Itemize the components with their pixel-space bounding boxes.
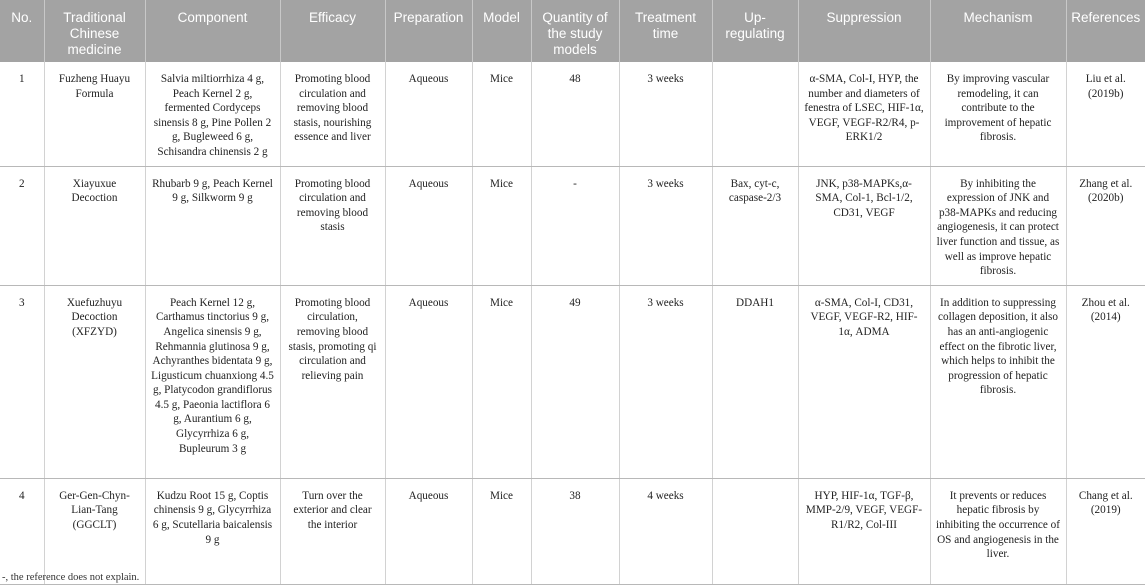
cell-mechanism: By improving vascular remodeling, it can contribute to the improvement of hepatic fibrosis. (930, 62, 1066, 166)
cell-model: Mice (472, 285, 531, 478)
cell-preparation: Aqueous (385, 166, 472, 285)
cell-quantity: 48 (531, 62, 619, 166)
cell-preparation: Aqueous (385, 62, 472, 166)
cell-up-regulating: Bax, cyt-c, caspase-2/3 (712, 166, 798, 285)
table-row (0, 62, 1145, 166)
cell-efficacy: Promoting blood circulation and removing blood stasis, nourishing essence and liver (280, 62, 385, 166)
cell-model: Mice (472, 166, 531, 285)
cell-quantity: 49 (531, 285, 619, 478)
cell-quantity: 38 (531, 478, 619, 584)
cell-mechanism: In addition to suppressing collagen deposition, it also has an anti-angiogenic effect on the fibrotic liver, which helps to inhibit the progression of hepatic fibrosis. (930, 285, 1066, 478)
header-efficacy: Efficacy (280, 0, 385, 62)
header-mechanism: Mechanism (930, 0, 1066, 62)
cell-component: Peach Kernel 12 g, Carthamus tinctorius 9 g, Angelica sinensis 9 g, Rehmannia glutinosa 9 g, Achyranthes bidentata 9 g, Ligusticum chuanxiong 4.5 g, Platycodon grandiflorus 4.5 g, Paeonia lactiflora 6 g, Aurantium 6 g, Glycyrrhiza 6 g, Bupleurum 3 g (145, 285, 280, 478)
cell-medicine: Ger-Gen-Chyn-Lian-Tang (GGCLT) (44, 478, 145, 584)
cell-model: Mice (472, 478, 531, 584)
cell-reference: Chang et al. (2019) (1066, 478, 1145, 584)
header-up-regulating: Up-regulating (712, 0, 798, 62)
header-quantity: Quantity of the study models (531, 0, 619, 62)
cell-efficacy: Promoting blood circulation and removing blood stasis (280, 166, 385, 285)
cell-medicine: Fuzheng Huayu Formula (44, 62, 145, 166)
cell-no: 2 (0, 166, 44, 285)
cell-model: Mice (472, 62, 531, 166)
cell-treatment-time: 3 weeks (619, 166, 712, 285)
cell-medicine: Xiayuxue Decoction (44, 166, 145, 285)
table-row (0, 166, 1145, 285)
cell-preparation: Aqueous (385, 285, 472, 478)
cell-up-regulating: DDAH1 (712, 285, 798, 478)
cell-up-regulating (712, 478, 798, 584)
table-row (0, 478, 1145, 584)
cell-treatment-time: 4 weeks (619, 478, 712, 584)
cell-no: 3 (0, 285, 44, 478)
cell-suppression: JNK, p38-MAPKs,α-SMA, Col-1, Bcl-1/2, CD31, VEGF (798, 166, 930, 285)
header-component: Component (145, 0, 280, 62)
header-model: Model (472, 0, 531, 62)
header-preparation: Preparation (385, 0, 472, 62)
cell-suppression: α-SMA, Col-I, HYP, the number and diameters of fenestra of LSEC, HIF-1α, VEGF, VEGF-R2/R4, p-ERK1/2 (798, 62, 930, 166)
cell-mechanism: It prevents or reduces hepatic fibrosis by inhibiting the occurrence of OS and angiogenesis in the liver. (930, 478, 1066, 584)
cell-medicine: Xuefuzhuyu Decoction (XFZYD) (44, 285, 145, 478)
header-no: No. (0, 0, 44, 62)
cell-reference: Zhou et al. (2014) (1066, 285, 1145, 478)
header-row (0, 0, 1145, 62)
header-medicine: Traditional Chinese medicine (44, 0, 145, 62)
cell-treatment-time: 3 weeks (619, 285, 712, 478)
cell-up-regulating (712, 62, 798, 166)
cell-preparation: Aqueous (385, 478, 472, 584)
cell-mechanism: By inhibiting the expression of JNK and p38-MAPKs and reducing angiogenesis, it can protect liver function and tissue, as well as improve hepatic fibrosis. (930, 166, 1066, 285)
cell-efficacy: Promoting blood circulation, removing blood stasis, promoting qi circulation and relieving pain (280, 285, 385, 478)
cell-quantity: - (531, 166, 619, 285)
cell-no: 4 (0, 478, 44, 584)
header-references: References (1066, 0, 1145, 62)
cell-no: 1 (0, 62, 44, 166)
cell-suppression: HYP, HIF-1α, TGF-β, MMP-2/9, VEGF, VEGF-R1/R2, Col-III (798, 478, 930, 584)
cell-component: Rhubarb 9 g, Peach Kernel 9 g, Silkworm 9 g (145, 166, 280, 285)
cell-suppression: α-SMA, Col-I, CD31, VEGF, VEGF-R2, HIF-1α, ADMA (798, 285, 930, 478)
cell-reference: Zhang et al. (2020b) (1066, 166, 1145, 285)
cell-treatment-time: 3 weeks (619, 62, 712, 166)
header-suppression: Suppression (798, 0, 930, 62)
cell-component: Salvia miltiorrhiza 4 g, Peach Kernel 2 g, fermented Cordyceps sinensis 8 g, Pine Pollen 2 g, Bugleweed 6 g, Schisandra chinensis 2 g (145, 62, 280, 166)
cell-efficacy: Turn over the exterior and clear the interior (280, 478, 385, 584)
cell-component: Kudzu Root 15 g, Coptis chinensis 9 g, Glycyrrhiza 6 g, Scutellaria baicalensis 9 g (145, 478, 280, 584)
header-treatment-time: Treatment time (619, 0, 712, 62)
table-row (0, 285, 1145, 478)
table-footnote: -, the reference does not explain. (2, 572, 140, 583)
cell-reference: Liu et al. (2019b) (1066, 62, 1145, 166)
